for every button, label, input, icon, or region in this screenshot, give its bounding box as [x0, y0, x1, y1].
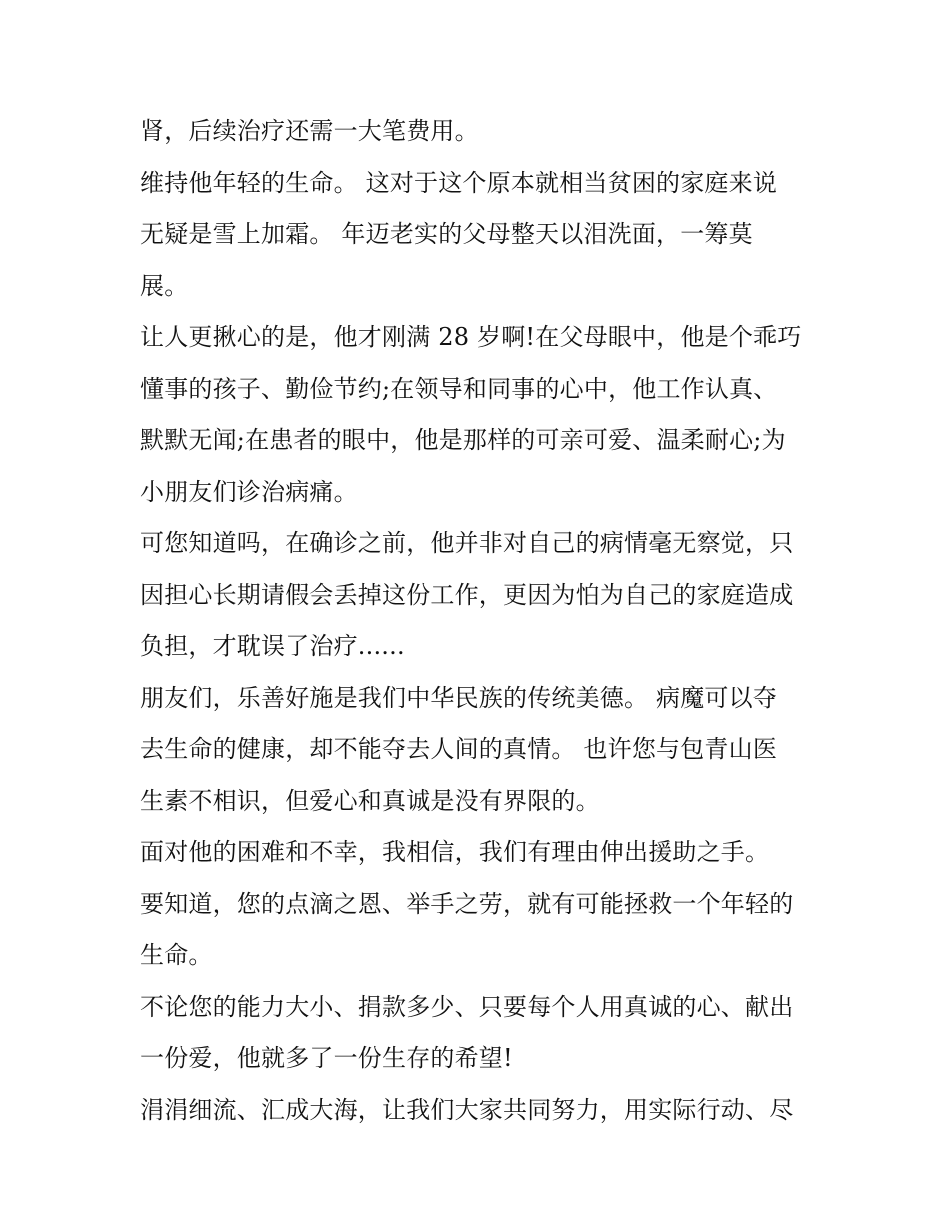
text-line: 维持他年轻的生命。 这对于这个原本就相当贫困的家庭来说 [140, 168, 778, 197]
text-line: 一份爱，他就多了一份生存的希望! [140, 1044, 513, 1072]
text-line: 可您知道吗，在确诊之前，他并非对自己的病情毫无察觉，只 [140, 529, 794, 557]
text-line: 因担心长期请假会丢掉这份工作，更因为怕为自己的家庭造成 [140, 580, 794, 609]
text-line: 默默无闻;在患者的眼中，他是那样的可亲可爱、温柔耐心;为 [140, 426, 786, 454]
text-line: 不论您的能力大小、捐款多少、只要每个人用真诚的心、献出 [140, 992, 794, 1021]
text-line: 懂事的孩子、勤俭节约;在领导和同事的心中，他工作认真、 [140, 374, 778, 403]
text-line: 让人更揪心的是，他才刚满 28 岁啊!在父母眼中，他是个乖巧 [140, 323, 802, 351]
text-line: 涓涓细流、汇成大海，让我们大家共同努力，用实际行动、尽 [140, 1095, 794, 1124]
text-line: 小朋友们诊治病痛。 [140, 477, 358, 506]
text-line: 生命。 [140, 941, 213, 969]
text-line: 负担，才耽误了治疗...... [140, 632, 405, 660]
document-body [140, 106, 820, 1136]
text-line: 面对他的困难和不幸，我相信，我们有理由伸出援助之手。 [140, 838, 770, 866]
text-line: 生素不相识，但爱心和真诚是没有界限的。 [140, 786, 600, 815]
text-line: 肾，后续治疗还需一大笔费用。 [140, 117, 479, 145]
text-line: 无疑是雪上加霜。 年迈老实的父母整天以泪洗面，一筹莫 [140, 220, 753, 248]
text-line: 展。 [140, 271, 189, 300]
text-line: 去生命的健康，却不能夺去人间的真情。 也许您与包青山医 [140, 735, 778, 763]
text-line: 朋友们，乐善好施是我们中华民族的传统美德。 病魔可以夺 [140, 683, 778, 712]
text-line: 要知道，您的点滴之恩、举手之劳，就有可能拯救一个年轻的 [140, 889, 794, 918]
